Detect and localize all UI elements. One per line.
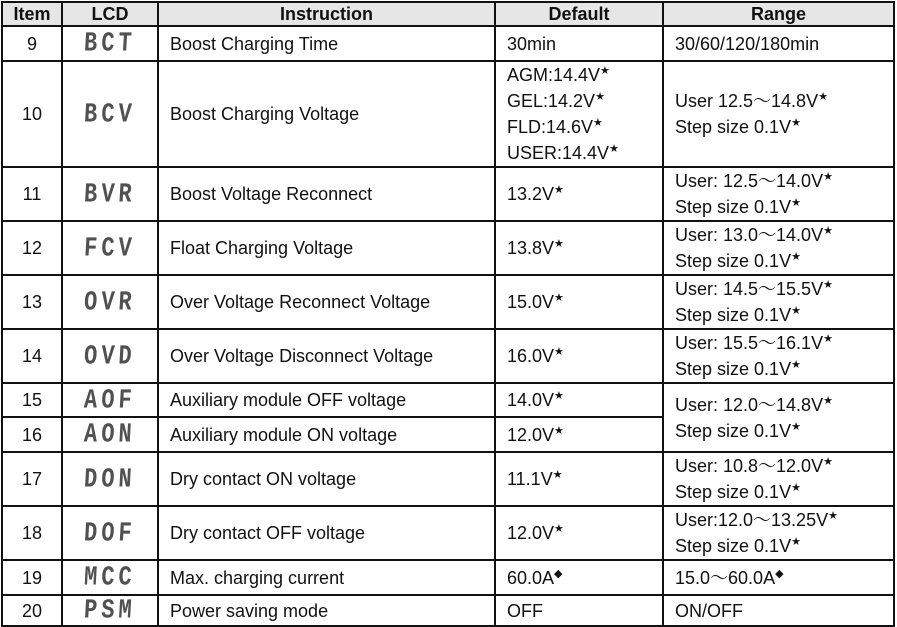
cell-text: User: 15.5～16.1V — [675, 333, 824, 353]
range-value — [663, 61, 894, 167]
star-mark-icon: ★ — [791, 251, 801, 263]
cell-line — [675, 114, 893, 140]
table-row — [2, 275, 894, 329]
star-mark-icon: ★ — [818, 91, 828, 103]
instruction: Float Charging Voltage — [158, 221, 495, 275]
lcd-code: OVD — [83, 340, 137, 372]
star-mark-icon: ★ — [791, 117, 801, 129]
star-mark-icon: ★ — [823, 225, 833, 237]
default-value — [495, 221, 663, 275]
lcd-display — [62, 61, 158, 167]
lcd-display — [62, 275, 158, 329]
cell-line — [675, 276, 893, 302]
item-number: 15 — [2, 383, 62, 417]
item-number: 12 — [2, 221, 62, 275]
table-row — [2, 221, 894, 275]
star-mark-icon: ★ — [554, 424, 564, 437]
cell-line — [507, 598, 662, 624]
cell-text: FLD:14.6V — [507, 117, 594, 137]
cell-line — [675, 392, 893, 418]
cell-line — [675, 88, 893, 114]
table-row — [2, 506, 894, 560]
cell-text: User 12.5～14.8V — [675, 91, 819, 111]
item-number: 14 — [2, 329, 62, 383]
header-item: Item — [2, 2, 62, 26]
cell-line — [675, 330, 893, 356]
cell-line — [675, 356, 893, 382]
star-mark-icon: ★ — [552, 469, 563, 481]
table-row — [2, 329, 894, 383]
star-mark-icon: ★ — [823, 171, 833, 183]
lcd-display — [62, 167, 158, 221]
cell-text: Step size 0.1V — [675, 359, 792, 379]
star-mark-icon: ★ — [791, 359, 801, 371]
star-mark-icon: ★ — [554, 184, 564, 196]
range-value — [663, 167, 894, 221]
cell-text: User: 12.5～14.0V — [675, 171, 824, 191]
instruction: Boost Charging Voltage — [158, 61, 495, 167]
item-number: 17 — [2, 452, 62, 506]
lcd-display — [62, 26, 158, 61]
cell-line — [675, 507, 893, 533]
table-row — [2, 383, 894, 417]
default-value — [495, 506, 663, 560]
lcd-code: BVR — [83, 178, 137, 210]
default-value — [495, 560, 663, 595]
cell-line — [507, 387, 662, 413]
instruction: Boost Charging Time — [158, 26, 495, 61]
default-value — [495, 383, 663, 417]
lcd-display — [62, 506, 158, 560]
lcd-display — [62, 595, 158, 626]
cell-line — [507, 422, 662, 448]
cell-line — [507, 140, 662, 166]
cell-line — [675, 418, 893, 444]
star-mark-icon: ★ — [554, 523, 564, 535]
cell-text: ON/OFF — [675, 600, 743, 621]
lcd-code: MCC — [83, 561, 137, 593]
instruction: Auxiliary module OFF voltage — [158, 383, 495, 417]
default-value — [495, 417, 663, 452]
lcd-code: PSM — [83, 594, 137, 626]
star-mark-icon: ★ — [554, 292, 564, 304]
cell-line — [675, 565, 893, 591]
range-value — [663, 275, 894, 329]
cell-line — [507, 289, 662, 315]
cell-line — [675, 453, 893, 479]
lcd-code: OVR — [83, 286, 137, 318]
item-number: 9 — [2, 26, 62, 61]
cell-text: 12.0V — [507, 523, 555, 543]
cell-text: AGM:14.4V — [507, 65, 601, 85]
lcd-display — [62, 221, 158, 275]
cell-text: OFF — [507, 600, 543, 621]
lcd-display — [62, 452, 158, 506]
cell-text: User:12.0～13.25V — [675, 510, 829, 530]
table-row — [2, 26, 894, 61]
star-mark-icon: ★ — [600, 65, 610, 77]
header-lcd: LCD — [62, 2, 158, 26]
range-value — [663, 595, 894, 626]
star-mark-icon: ★ — [593, 117, 603, 129]
cell-text: Step size 0.1V — [675, 420, 792, 441]
table-row — [2, 167, 894, 221]
item-number: 11 — [2, 167, 62, 221]
default-value — [495, 26, 663, 61]
item-number: 20 — [2, 595, 62, 626]
cell-line — [507, 88, 662, 114]
star-mark-icon: ★ — [791, 420, 801, 433]
star-mark-icon: ★ — [828, 510, 838, 522]
star-mark-icon: ★ — [609, 143, 619, 155]
range-value — [663, 560, 894, 595]
star-mark-icon: ★ — [791, 536, 801, 548]
instruction: Auxiliary module ON voltage — [158, 417, 495, 452]
cell-line — [675, 533, 893, 559]
cell-text: 30min — [507, 33, 557, 54]
cell-line — [675, 168, 893, 194]
range-value — [663, 452, 894, 506]
cell-text: Step size 0.1V — [675, 197, 792, 217]
star-mark-icon: ★ — [791, 305, 801, 317]
cell-line — [507, 343, 662, 369]
cell-text: User: 10.8～12.0V — [675, 456, 824, 476]
lcd-code: AOF — [83, 384, 137, 416]
header-range: Range — [663, 2, 894, 26]
cell-text: User: 12.0～14.8V — [675, 394, 824, 415]
star-mark-icon: ★ — [554, 346, 564, 358]
instruction: Over Voltage Reconnect Voltage — [158, 275, 495, 329]
cell-text: User: 14.5～15.5V — [675, 279, 824, 299]
table-row — [2, 560, 894, 595]
default-value — [495, 595, 663, 626]
range-value — [663, 383, 894, 452]
table-header — [2, 2, 894, 26]
star-mark-icon: ★ — [823, 456, 833, 468]
cell-text: Step size 0.1V — [675, 117, 792, 137]
range-value — [663, 329, 894, 383]
cell-text: 13.2V — [507, 184, 555, 204]
cell-line — [507, 466, 662, 492]
default-value — [495, 329, 663, 383]
cell-line — [675, 31, 893, 57]
lcd-code: BCT — [83, 27, 137, 59]
lcd-code: FCV — [83, 232, 137, 264]
star-mark-icon: ★ — [554, 238, 564, 250]
range-value — [663, 221, 894, 275]
cell-text: 15.0V — [507, 292, 555, 312]
cell-line — [507, 31, 662, 57]
cell-line — [675, 222, 893, 248]
instruction: Over Voltage Disconnect Voltage — [158, 329, 495, 383]
lcd-display — [62, 560, 158, 595]
cell-text: 12.0V — [507, 424, 555, 445]
cell-line — [507, 114, 662, 140]
cell-line — [507, 235, 662, 261]
cell-text: Step size 0.1V — [675, 536, 792, 556]
header-default: Default — [495, 2, 663, 26]
cell-text: 13.8V — [507, 238, 555, 258]
star-mark-icon: ★ — [791, 197, 801, 209]
cell-text: User: 13.0～14.0V — [675, 225, 824, 245]
lcd-code: BCV — [83, 98, 137, 130]
item-number: 13 — [2, 275, 62, 329]
default-value — [495, 61, 663, 167]
star-mark-icon: ★ — [595, 91, 605, 103]
cell-text: USER:14.4V — [507, 143, 610, 163]
star-mark-icon: ★ — [823, 394, 833, 407]
table-row — [2, 452, 894, 506]
settings-table — [1, 1, 895, 627]
default-value — [495, 452, 663, 506]
cell-text: 30/60/120/180min — [675, 33, 820, 54]
instruction: Boost Voltage Reconnect — [158, 167, 495, 221]
diamond-mark-icon: ◆ — [775, 567, 784, 580]
item-number: 19 — [2, 560, 62, 595]
instruction: Max. charging current — [158, 560, 495, 595]
cell-text: GEL:14.2V — [507, 91, 596, 111]
cell-text: 60.0A — [507, 567, 555, 588]
range-value — [663, 26, 894, 61]
star-mark-icon: ★ — [554, 390, 564, 402]
lcd-display — [62, 417, 158, 452]
cell-line — [507, 520, 662, 546]
cell-line — [675, 479, 893, 505]
cell-text: 16.0V — [507, 346, 555, 366]
cell-line — [675, 248, 893, 274]
cell-line — [507, 181, 662, 207]
range-value — [663, 506, 894, 560]
cell-text: 11.1V — [507, 469, 553, 489]
default-value — [495, 275, 663, 329]
cell-text: 14.0V — [507, 390, 555, 410]
cell-line — [507, 565, 662, 591]
star-mark-icon: ★ — [823, 333, 833, 345]
header-instruction: Instruction — [158, 2, 495, 26]
lcd-code: AON — [83, 418, 137, 450]
cell-line — [675, 598, 893, 624]
cell-line — [675, 302, 893, 328]
diamond-mark-icon: ◆ — [554, 567, 563, 580]
cell-line — [675, 194, 893, 220]
instruction: Power saving mode — [158, 595, 495, 626]
cell-text: 15.0～60.0A — [675, 567, 776, 588]
cell-line — [507, 62, 662, 88]
lcd-code: DOF — [83, 517, 137, 549]
default-value — [495, 167, 663, 221]
item-number: 16 — [2, 417, 62, 452]
lcd-code: DON — [83, 463, 137, 495]
cell-text: Step size 0.1V — [675, 305, 792, 325]
lcd-display — [62, 383, 158, 417]
instruction: Dry contact ON voltage — [158, 452, 495, 506]
cell-text: Step size 0.1V — [675, 251, 792, 271]
table-row — [2, 61, 894, 167]
cell-text: Step size 0.1V — [675, 482, 792, 502]
item-number: 10 — [2, 61, 62, 167]
lcd-display — [62, 329, 158, 383]
item-number: 18 — [2, 506, 62, 560]
instruction: Dry contact OFF voltage — [158, 506, 495, 560]
table-row — [2, 595, 894, 626]
star-mark-icon: ★ — [791, 482, 801, 494]
star-mark-icon: ★ — [823, 279, 833, 291]
